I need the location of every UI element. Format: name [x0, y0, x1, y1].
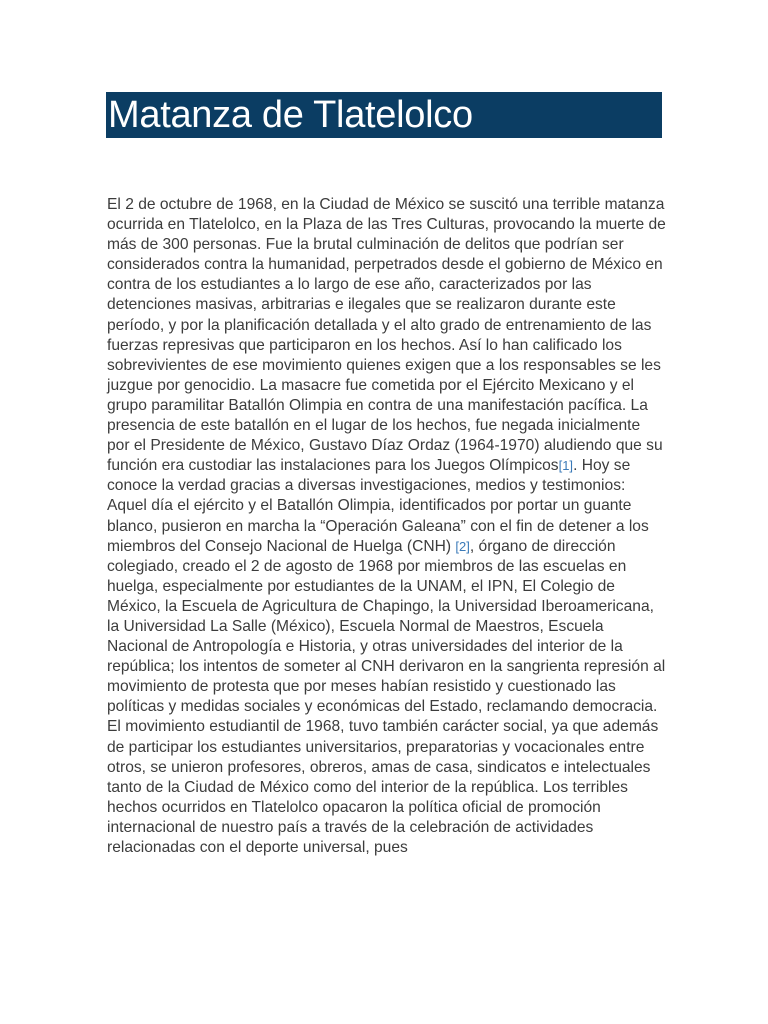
page-title: Matanza de Tlatelolco: [108, 94, 473, 136]
reference-link-2[interactable]: [2]: [455, 538, 470, 554]
paragraph-1-part-3: , órgano de dirección colegiado, creado el 2 de agosto de 1968 por miembros de las escuelas en huelga, especialmente por estudiantes de la UNAM, el IPN, El Colegio de México, la Escuela de Agricultura de Chapingo, la Universidad Iberoamericana, la Universidad La Salle (México), Escuela Normal de Maestros, Escuela Nacional de Antropología e Historia, y otras universidades del interior de la república; los intentos de someter al CNH derivaron en la sangrienta represión al movimiento de protesta que por meses habían resistido y cuestionado las políticas y medidas sociales y económicas del Estado, reclamando democracia.: [107, 537, 666, 716]
paragraph-1-part-2: . Hoy se conoce la verdad gracias a diversas investigaciones, medios y testimonios: Aquel día el ejército y el Batallón Olimpia, identificados por portar un guante blanco, pusieron en marcha la “Operación Galeana” con el fin de detener a los miembros del Consejo Nacional de Huelga (CNH): [107, 457, 649, 555]
paragraph-1: [107, 195, 667, 717]
paragraph-1-part-1: El 2 de octubre de 1968, en la Ciudad de México se suscitó una terrible matanza ocurrida en Tlatelolco, en la Plaza de las Tres Culturas, provocando la muerte de más de 300 personas. Fue la brutal culminación de delitos que podrían ser considerados contra la humanidad, perpetrados desde el gobierno de México en contra de los estudiantes a lo largo de ese año, caracterizados por las detenciones masivas, arbitrarias e ilegales que se realizaron durante este período, y por la planificación detallada y el alto grado de entrenamiento de las fuerzas represivas que participaron en los hechos. Así lo han calificado los sobrevivientes de ese movimiento quienes exigen que a los responsables se les juzgue por genocidio. La masacre fue cometida por el Ejército Mexicano y el grupo paramilitar Batallón Olimpia en contra de una manifestación pacífica. La presencia de este batallón en el lugar de los hechos, fue negada inicialmente por el Presidente de México, Gustavo Díaz Ordaz (1964-1970) aludiendo que su función era custodiar las instalaciones para los Juegos Olímpicos: [107, 196, 666, 475]
reference-link-1[interactable]: [1]: [558, 458, 574, 474]
title-banner: [106, 92, 662, 138]
article-body: [107, 195, 667, 858]
paragraph-2: El movimiento estudiantil de 1968, tuvo también carácter social, ya que además de participar los estudiantes universitarios, preparatorias y vocacionales entre otros, se unieron profesores, obreros, amas de casa, sindicatos e intelectuales tanto de la Ciudad de México como del interior de la república. Los terribles hechos ocurridos en Tlatelolco opacaron la política oficial de promoción internacional de nuestro país a través de la celebración de actividades relacionadas con el deporte universal, pues: [107, 718, 659, 856]
